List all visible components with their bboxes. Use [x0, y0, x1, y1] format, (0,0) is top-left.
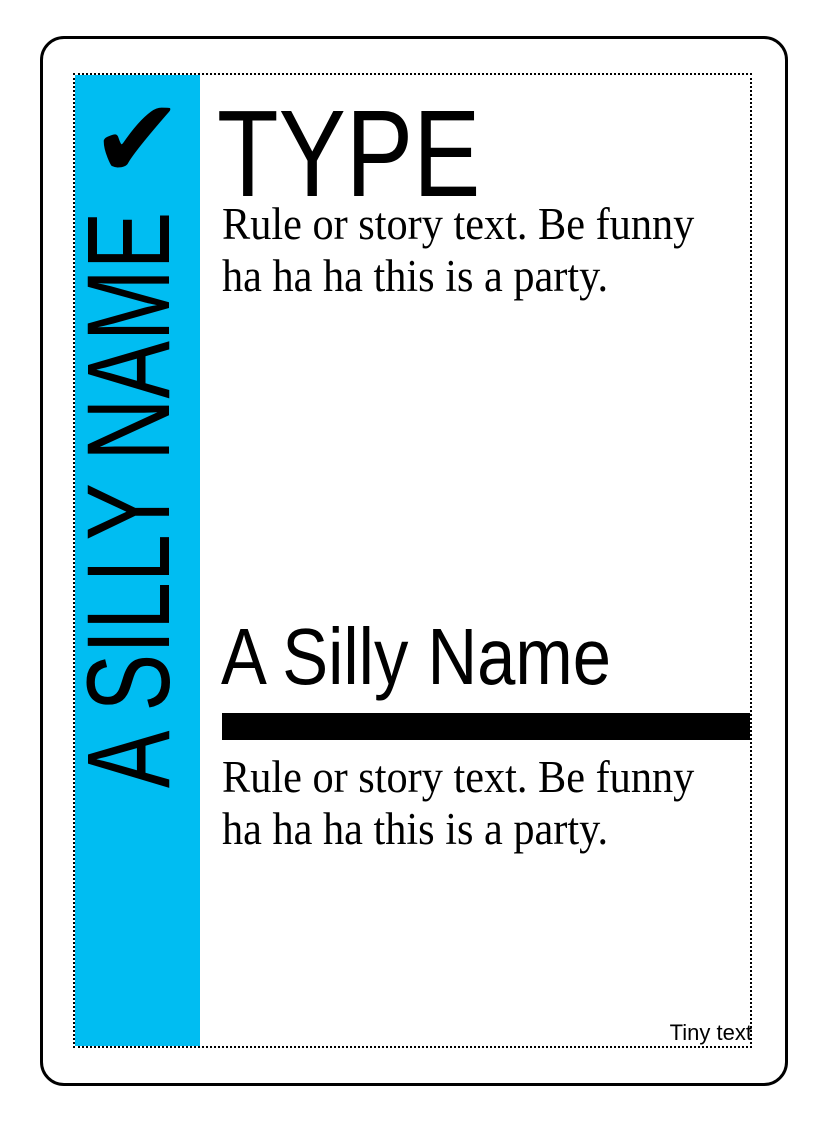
- rule-text-top-line2: ha ha ha this is a party.: [222, 251, 609, 301]
- rule-text-bottom-line2: ha ha ha this is a party.: [222, 804, 609, 854]
- rule-text-bottom-line1: Rule or story text. Be funny: [222, 752, 695, 802]
- card-name-title: A Silly Name: [221, 612, 611, 701]
- cut-line-border: [73, 73, 752, 1048]
- vertical-card-name: A SILLY NAME: [63, 211, 195, 789]
- tiny-text: Tiny text: [669, 1020, 752, 1045]
- checkmark-icon: ✔: [91, 75, 184, 203]
- card-type-title: TYPE: [217, 86, 481, 223]
- rule-text-top-line1: Rule or story text. Be funny: [222, 199, 695, 249]
